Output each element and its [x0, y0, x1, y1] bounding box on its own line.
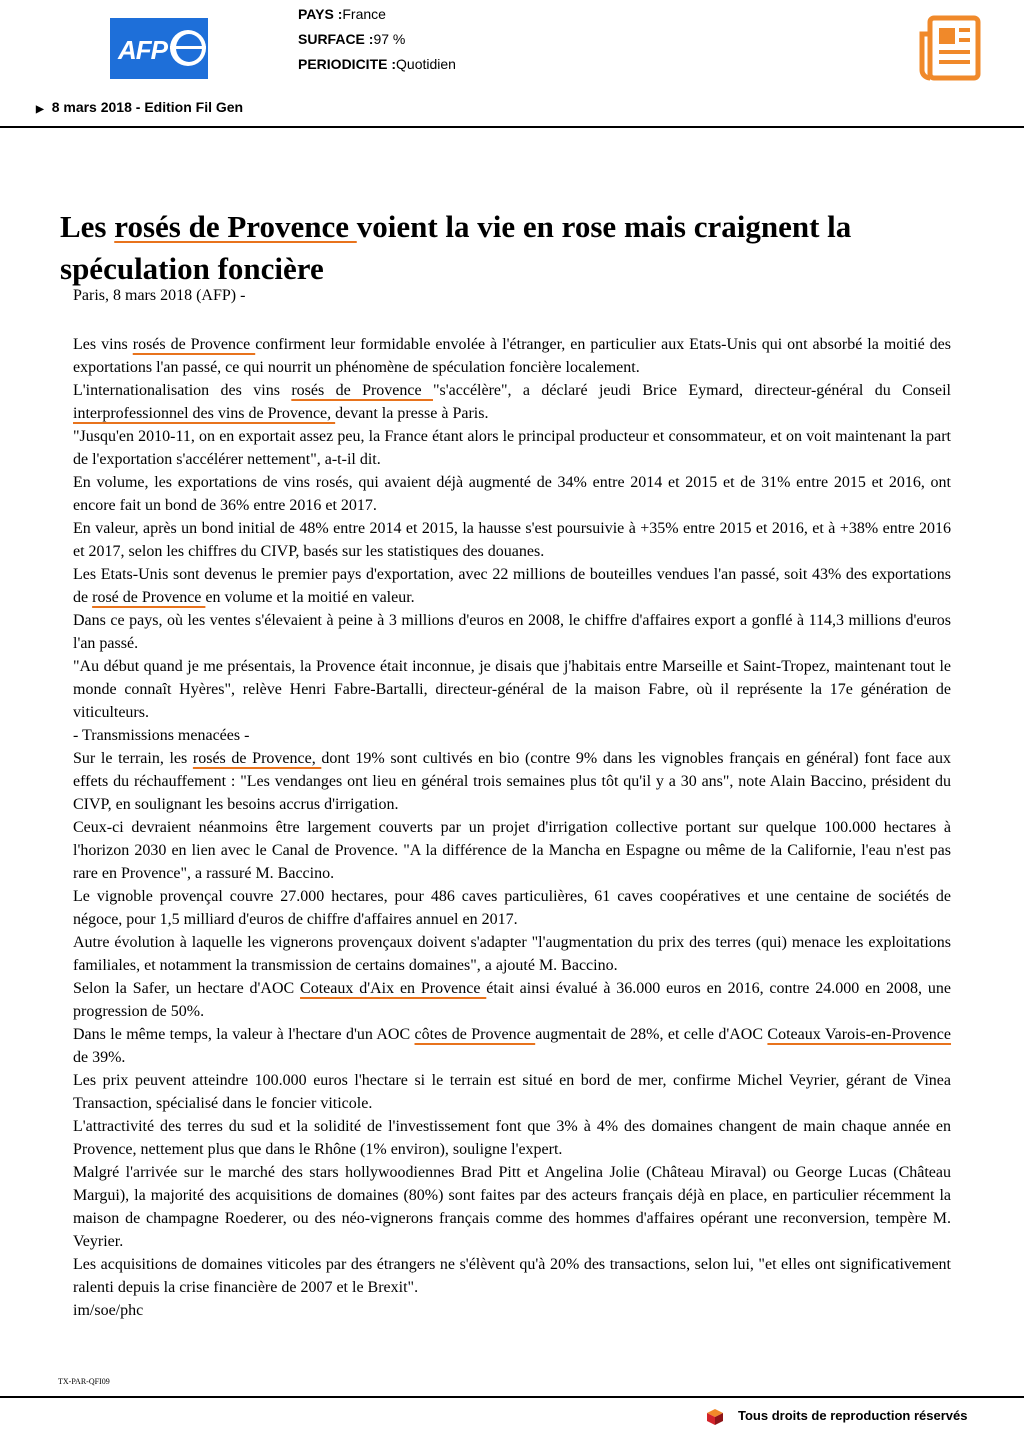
document-code: TX-PAR-QFI09 [58, 1377, 110, 1386]
author-signature: im/soe/phc [73, 1302, 144, 1319]
meta-periodicite [298, 56, 456, 72]
paragraph: Sur le terrain, les rosés de Provence, dont 19% sont cultivés en bio (contre 9% dans les vignobles français en général) font face aux effets du réchauffement : "Les vendanges ont lieu en général trois semaines plus tôt qu'il y a 30 ans", note Alain Baccino, président du CIVP, en soulignant les besoins accrus d'irrigation. [73, 750, 952, 813]
meta-pays-value: France [342, 6, 386, 22]
paragraph: Le vignoble provençal couvre 27.000 hectares, pour 486 caves particulières, 61 caves coopératives et une centaine de sociétés de négoce, pour 1,5 milliard d'euros de chiffre d'affaires annuel en 2017. [73, 888, 951, 928]
edition-text: 8 mars 2018 - Edition Fil Gen [51, 99, 244, 115]
highlighted-term: Coteaux d'Aix en Provence [300, 980, 487, 997]
paragraph: Dans le même temps, la valeur à l'hectare d'un AOC côtes de Provence augmentait de 28%, et celle d'AOC Coteaux Varois-en-Provence de 39%. [73, 1026, 952, 1066]
highlighted-term: rosés de Provence [132, 336, 256, 353]
paragraph: L'attractivité des terres du sud et la solidité de l'investissement font que 3% à 4% des domaines changent de main chaque année en Provence, nettement plus que dans le Rhône (1% environ), souligne l'expert. [73, 1118, 951, 1158]
meta-pays-label: PAYS : [298, 6, 343, 22]
paragraph: En volume, les exportations de vins rosés, qui avaient déjà augmenté de 34% entre 2014 et 2015 et de 31% entre 2015 et 2016, ont encore fait un bond de 36% entre 2016 et 2017. [73, 474, 951, 514]
globe-icon [170, 30, 206, 66]
paragraph: "Au début quand je me présentais, la Provence était inconnue, je disais que j'habitais entre Marseille et Saint-Tropez, maintenant tout le monde connaît Hyères", relève Henri Fabre-Bartalli, directeur-général de la maison Fabre, où il représente la 17e génération de viticulteurs. [73, 658, 951, 721]
paragraph: Les acquisitions de domaines viticoles par des étrangers ne s'élèvent qu'à 20% des transactions, selon lui, "et elles ont significativement ralenti depuis la crise financière de 2007 et le Brexit". [73, 1256, 951, 1296]
paragraph: En valeur, après un bond initial de 48% entre 2014 et 2015, la hausse s'est poursuivie à +35% entre 2015 et 2016, et à +38% entre 2016 et 2017, selon les chiffres du CIVP, basés sur les statistiques des douanes. [73, 520, 951, 560]
highlighted-term: Coteaux Varois-en-Provence [767, 1026, 952, 1043]
article-dateline: Paris, 8 mars 2018 (AFP) - [73, 287, 246, 304]
article-body [73, 333, 951, 1322]
highlighted-term: interprofessionnel des vins de Provence, [73, 405, 336, 422]
afp-logo [110, 18, 208, 79]
paragraph: Les Etats-Unis sont devenus le premier pays d'exportation, avec 22 millions de bouteilles vendues l'an passé, soit 43% des exportations de rosé de Provence en volume et la moitié en valeur. [73, 566, 951, 606]
paragraph: Selon la Safer, un hectare d'AOC Coteaux d'Aix en Provence était ainsi évalué à 36.000 euros en 2016, contre 24.000 en 2008, une progression de 50%. [73, 980, 952, 1020]
paragraph: Autre évolution à laquelle les vignerons provençaux doivent s'adapter "l'augmentation du prix des terres (qui) menace les exploitations familiales, et notamment la transmission de certains domaines", a ajouté M. Baccino. [73, 934, 951, 974]
newspaper-icon [918, 14, 986, 84]
paragraph: Les prix peuvent atteindre 100.000 euros l'hectare si le terrain est situé en bord de mer, confirme Michel Veyrier, gérant de Vinea Transaction, spécialisé dans le foncier viticole. [73, 1072, 951, 1112]
paragraph: Les vins rosés de Provence confirment leur formidable envolée à l'étranger, en particulier aux Etats-Unis qui ont absorbé la moitié des exportations l'an passé, ce qui nourrit un phénomène de spéculation foncière localement. [73, 336, 952, 376]
paragraph: Malgré l'arrivée sur le marché des stars hollywoodiennes Brad Pitt et Angelina Jolie (Château Miraval) ou George Lucas (Château Margui), la majorité des acquisitions de domaines (80%) sont faites par des acteurs français déjà en place, en particulier récemment la maison de champagne Roederer, ou des néo-vignerons français comme des hommes d'affaires opérant une reconversion, tempère M. Veyrier. [73, 1164, 951, 1250]
header-divider [0, 126, 1024, 128]
rights-notice: Tous droits de reproduction réservés [738, 1408, 968, 1423]
arrow-right-icon: ▶ [36, 104, 44, 115]
highlighted-term: côtes de Provence [414, 1026, 536, 1043]
paragraph: "Jusqu'en 2010-11, on en exportait assez peu, la France étant alors le principal producteur et consommateur, et on voit maintenant la part de l'exportation s'accélérer nettement", a-t-il dit. [73, 428, 951, 468]
meta-surface [298, 31, 405, 47]
meta-periodicite-label: PERIODICITE : [298, 56, 397, 72]
paragraph: Ceux-ci devraient néanmoins être largement couverts par un projet d'irrigation collective portant sur quelque 100.000 hectares à l'horizon 2030 en lien avec le Canal de Provence. "A la différence de la Mancha en Espagne ou même de la Californie, l'eau n'est pas rare en Provence", a rassuré M. Baccino. [73, 819, 951, 882]
cube-icon [706, 1408, 724, 1426]
highlighted-term: rosés de Provence [291, 382, 433, 399]
afp-logo-text: AFP [118, 35, 167, 65]
article-title: Les rosés de Provence voient la vie en rose mais craignent la spéculation foncière [60, 209, 852, 286]
paragraph: Dans ce pays, où les ventes s'élevaient à peine à 3 millions d'euros en 2008, le chiffre d'affaires export a gonflé à 114,3 millions d'euros l'an passé. [73, 612, 951, 652]
paragraph: L'internationalisation des vins rosés de Provence "s'accélère", a déclaré jeudi Brice Eymard, directeur-général du Conseil interprofessionnel des vins de Provence, devant la presse à Paris. [73, 382, 952, 422]
highlighted-term: rosés de Provence [114, 209, 357, 244]
meta-surface-value: 97 % [373, 31, 406, 47]
highlighted-term: rosé de Provence [92, 589, 206, 606]
section-subheading: - Transmissions menacées - [73, 727, 250, 744]
meta-surface-label: SURFACE : [298, 31, 374, 47]
highlighted-term: rosés de Provence, [192, 750, 322, 767]
edition-line [36, 99, 243, 115]
meta-periodicite-value: Quotidien [396, 56, 456, 72]
meta-pays [298, 6, 386, 22]
footer-divider [0, 1396, 1024, 1398]
